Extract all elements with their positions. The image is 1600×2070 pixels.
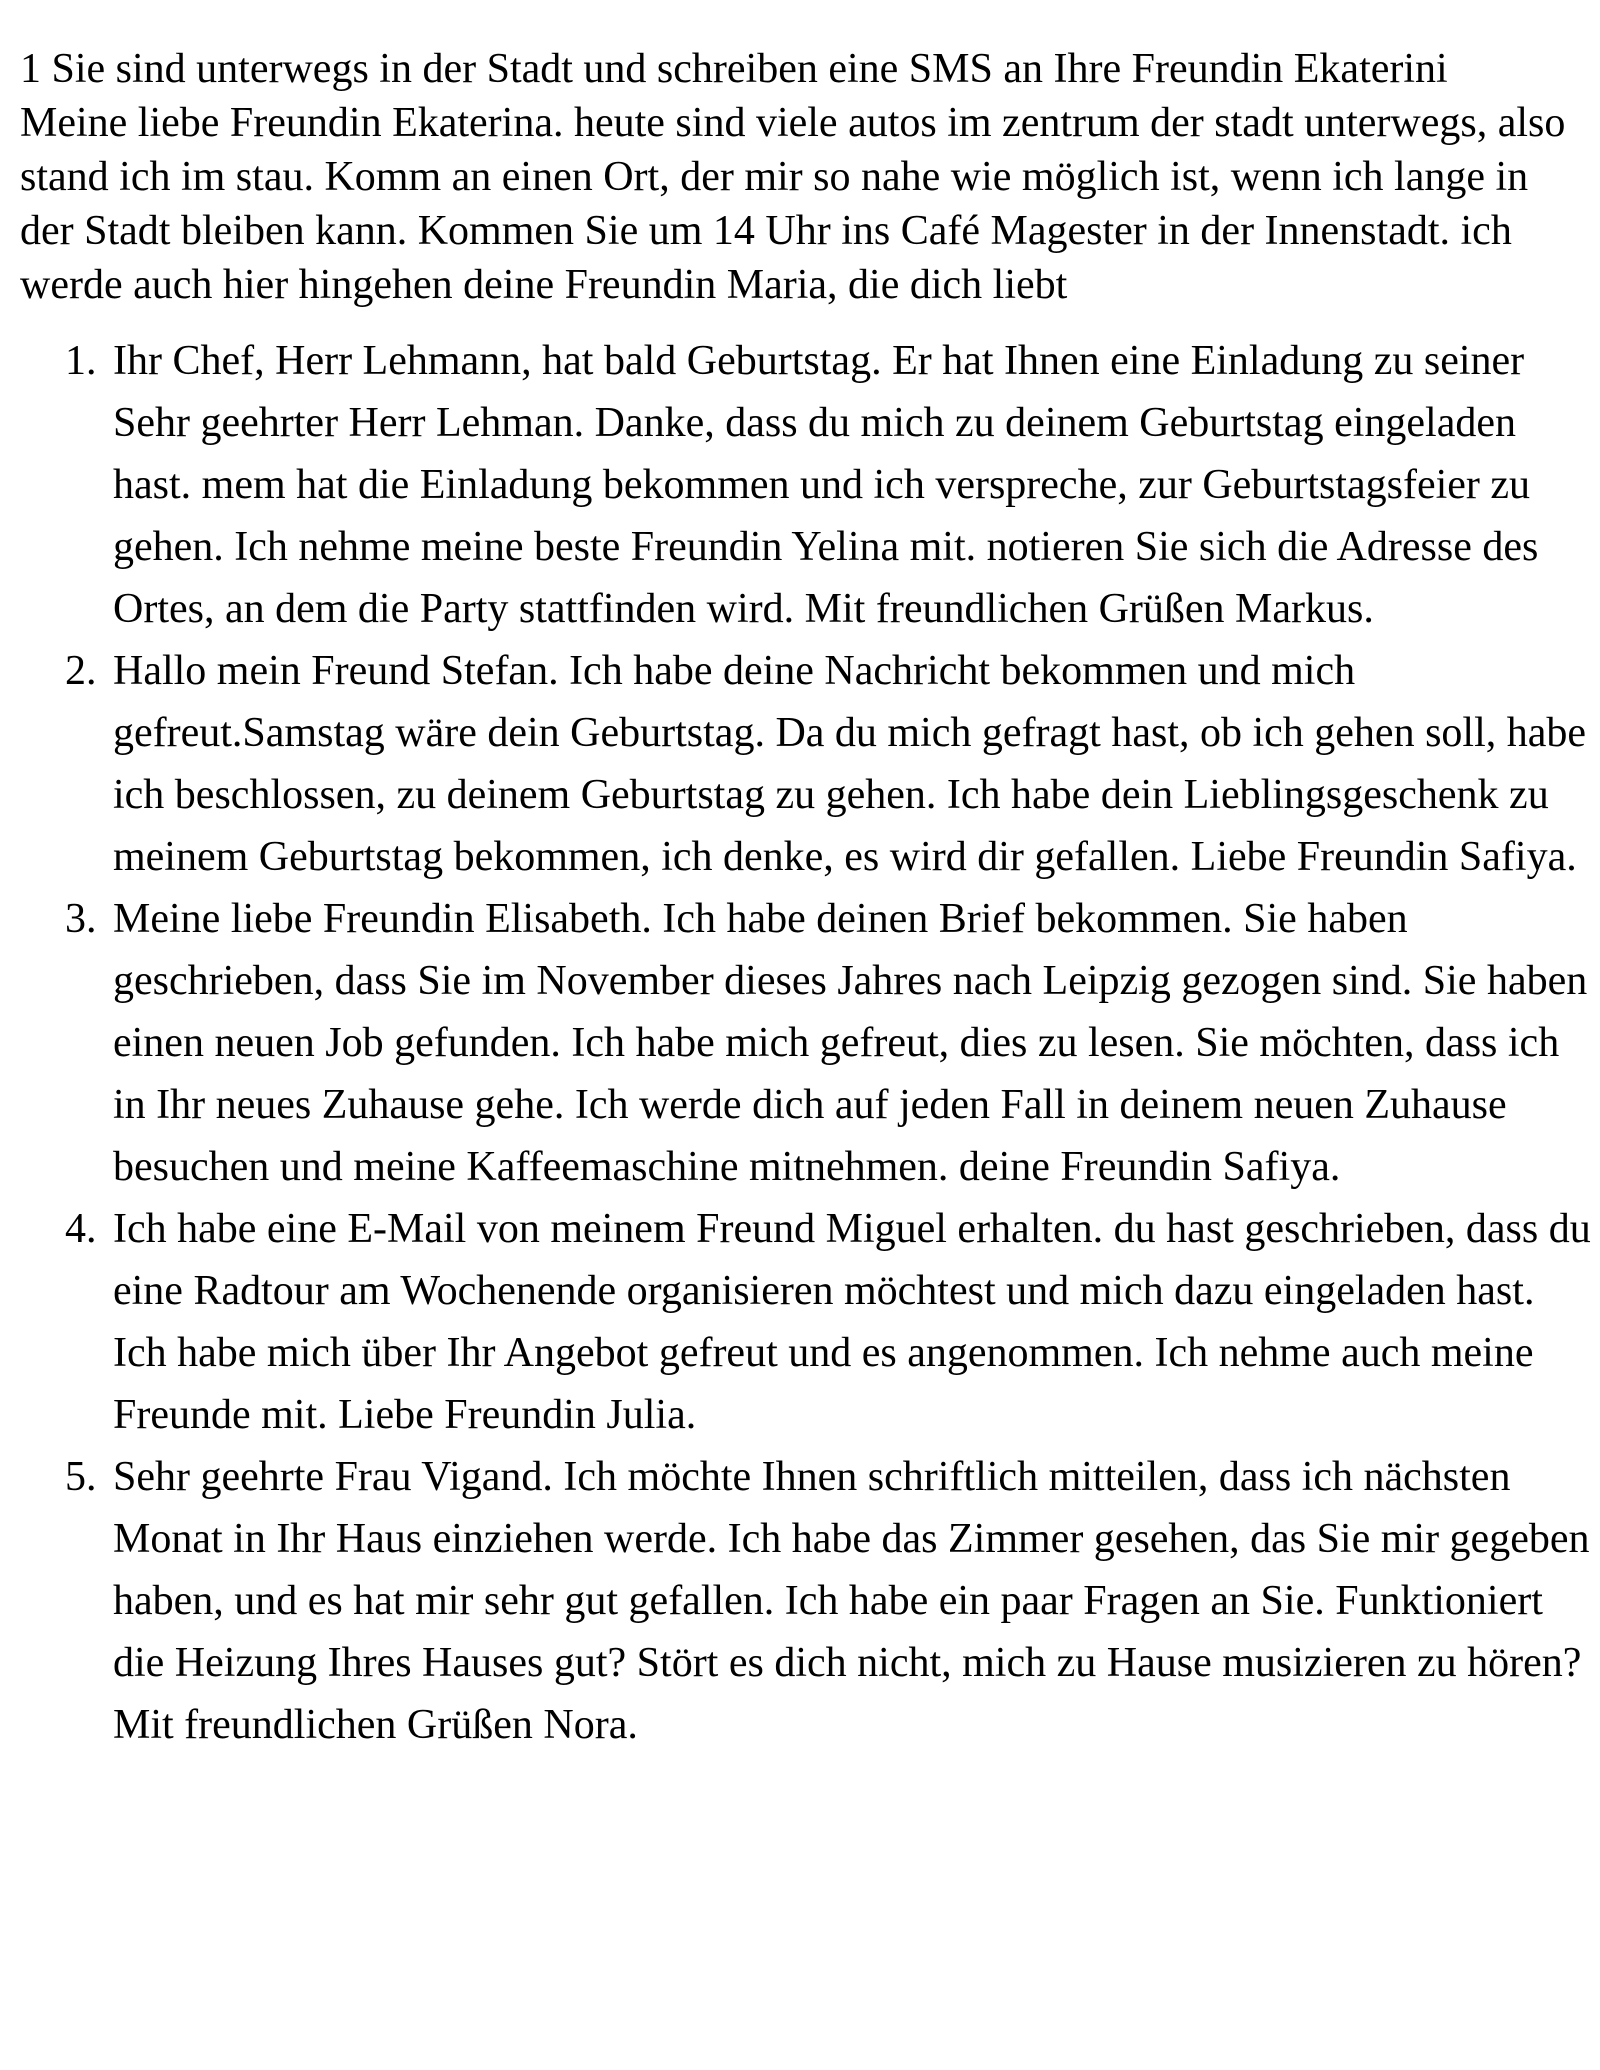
list-item xyxy=(20,640,1593,888)
list-item-text: Ich habe eine E-Mail von meinem Freund Miguel erhalten. du hast geschrieben, dass du eine Radtour am Wochenende organisieren möchtest und mich dazu eingeladen hast. Ich habe mich über Ihr Angebot gefreut und es angenommen. Ich nehme auch meine Freunde mit. Liebe Freundin Julia. xyxy=(113,1206,1591,1438)
list-item-number: 2. xyxy=(65,648,97,694)
list-item-number: 5. xyxy=(65,1454,97,1500)
list-item-number: 4. xyxy=(65,1206,97,1252)
intro-task-heading: 1 Sie sind unterwegs in der Stadt und schreiben eine SMS an Ihre Freundin Ekaterini xyxy=(20,46,1448,92)
list-item-number: 3. xyxy=(65,896,97,942)
list-item-text: Ihr Chef, Herr Lehmann, hat bald Geburtstag. Er hat Ihnen eine Einladung zu seiner Sehr geehrter Herr Lehman. Danke, dass du mich zu deinem Geburtstag eingeladen hast. mem hat die Einladung bekommen und ich verspreche, zur Geburtstagsfeier zu gehen. Ich nehme meine beste Freundin Yelina mit. notieren Sie sich die Adresse des Ortes, an dem die Party stattfinden wird. Mit freundlichen Grüßen Markus. xyxy=(113,338,1539,632)
list-item xyxy=(20,330,1593,640)
list-item-text: Hallo mein Freund Stefan. Ich habe deine Nachricht bekommen und mich gefreut.Samstag wäre dein Geburtstag. Da du mich gefragt hast, ob ich gehen soll, habe ich beschlossen, zu deinem Geburtstag zu gehen. Ich habe dein Lieblingsgeschenk zu meinem Geburtstag bekommen, ich denke, es wird dir gefallen. Liebe Freundin Safiya. xyxy=(113,648,1587,880)
letters-list xyxy=(20,330,1591,1756)
list-item-text: Meine liebe Freundin Elisabeth. Ich habe deinen Brief bekommen. Sie haben geschrieben, dass Sie im November dieses Jahres nach Leipzig gezogen sind. Sie haben einen neuen Job gefunden. Ich habe mich gefreut, dies zu lesen. Sie möchten, dass ich in Ihr neues Zuhause gehe. Ich werde dich auf jeden Fall in deinem neuen Zuhause besuchen und meine Kaffeemaschine mitnehmen. deine Freundin Safiya. xyxy=(113,896,1588,1190)
list-item xyxy=(20,1446,1593,1756)
intro-paragraph xyxy=(20,42,1580,312)
list-item xyxy=(20,888,1593,1198)
list-item-number: 1. xyxy=(65,338,97,384)
list-item-text: Sehr geehrte Frau Vigand. Ich möchte Ihnen schriftlich mitteilen, dass ich nächsten Monat in Ihr Haus einziehen werde. Ich habe das Zimmer gesehen, das Sie mir gegeben haben, und es hat mir sehr gut gefallen. Ich habe ein paar Fragen an Sie. Funktioniert die Heizung Ihres Hauses gut? Stört es dich nicht, mich zu Hause musizieren zu hören? Mit freundlichen Grüßen Nora. xyxy=(113,1454,1590,1748)
list-item xyxy=(20,1198,1593,1446)
intro-sms-text: Meine liebe Freundin Ekaterina. heute sind viele autos im zentrum der stadt unterwegs, also stand ich im stau. Komm an einen Ort, der mir so nahe wie möglich ist, wenn ich lange in der Stadt bleiben kann. Kommen Sie um 14 Uhr ins Café Magester in der Innenstadt. ich werde auch hier hingehen deine Freundin Maria, die dich liebt xyxy=(20,100,1566,308)
